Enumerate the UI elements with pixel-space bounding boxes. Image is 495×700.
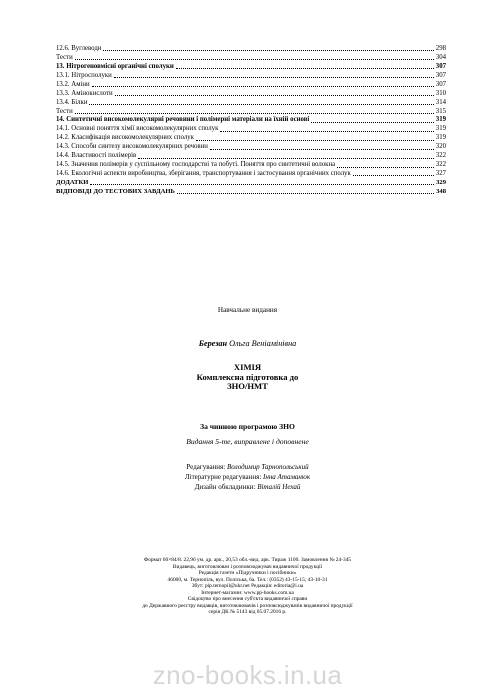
toc-entry-label: 14.2. Класифікація високомолекулярних сполук [56,134,194,142]
toc-entry-page: 348 [436,187,446,195]
table-of-contents [56,44,446,196]
toc-entry [56,98,446,107]
toc-entry-page: 314 [435,98,446,106]
credit-person: Інна Атаманюк [263,473,311,482]
toc-dot-leader [177,193,434,194]
toc-entry-page: 322 [435,161,446,169]
toc-entry-page: 322 [435,152,446,160]
toc-entry-page: 307 [435,80,446,88]
toc-entry-label: 12.6. Вуглеводи [56,44,102,52]
toc-entry [56,44,446,53]
toc-entry-label: 13.4. Білки [56,98,88,106]
credit-editor [0,462,495,472]
toc-entry-page: 307 [435,62,446,70]
imprint-line: Свідоцтво про внесення суб'єкта видавничої справи [187,596,308,602]
toc-dot-leader [220,131,433,132]
toc-entry [56,178,446,187]
toc-entry-page: 307 [435,71,446,79]
credit-cover-design [0,482,495,492]
toc-entry-label: 14.1. Основні поняття хімії високомолекулярних сполук [56,125,219,133]
imprint-line: 46000, м. Тернопіль, вул. Поліська, 6а. Тел.: (0352) 43-15-15; 43-10-31 [167,576,328,583]
toc-entry-page: 320 [435,143,446,151]
imprint [0,557,495,616]
imprint-line: Видавець, виготовлювач і розповсюджувач видавничої продукції [172,563,323,570]
title-line-1: ХІМІЯ [233,362,262,372]
credit-person: Володимир Тарнопольський [226,463,309,471]
toc-entry-label: 14.3. Способи синтезу високомолекулярних речовин [56,143,208,151]
toc-entry [56,124,446,133]
toc-dot-leader [90,184,434,185]
title-line-3: ЗНО/НМТ [227,381,268,392]
toc-dot-leader [115,95,434,96]
imprint-line: Редакція газети «Підручники і посібники» [198,570,297,576]
toc-entry-label: Тести [56,53,73,61]
toc-entry [56,107,446,116]
toc-entry [56,169,446,178]
credit-role: Редагування: [186,463,227,471]
title-line-2: Комплексна підготовка до [196,371,299,382]
toc-dot-leader [138,158,434,159]
toc-entry-page: 310 [435,89,446,97]
toc-entry-label: 14.6. Екологічні аспекти виробництва, зберігання, транспортування і застосування органічних сполук [56,170,351,178]
toc-entry [56,80,446,89]
watermark-text: zno-books.in.ua [152,660,343,690]
toc-entry-page: 298 [435,44,446,52]
credit-role: Літературне редагування: [184,473,264,482]
credit-person: Віталій Нехай [257,483,301,492]
credit-role: Дизайн обкладинки: [194,483,258,492]
toc-dot-leader [89,104,433,105]
author [0,339,495,348]
toc-entry-label: 14.5. Значення полімерів у суспільному господарстві та побуті. Поняття про синтетичні волокна [56,161,336,169]
toc-entry-page: 327 [435,170,446,178]
toc-entry-page: 319 [435,134,446,142]
toc-entry-label: ВІДПОВІДІ ДО ТЕСТОВИХ ЗАВДАНЬ [56,187,175,195]
toc-entry-page: 329 [436,179,446,186]
toc-entry-label: Тести [56,107,73,115]
toc-entry [56,71,446,80]
imprint-line: Збут: pip.ternopil@ukr.net Редакція: editoria@i.ua [191,583,304,589]
program-note: За чинною програмою ЗНО [200,422,295,431]
imprint-line: Інтернет-магазин: www.pp-books.com.ua [201,589,294,596]
toc-entry [56,53,446,62]
imprint-line: Формат 60×84/8. 22,96 ум. др. арк., 20,53 обл.-вид. арк. Тираж 1100. Замовлення № 24-345 [143,557,352,563]
toc-entry-page: 319 [435,125,446,133]
toc-entry [56,151,446,160]
toc-entry [56,89,446,98]
edition-note: Видання 5-те, виправлене і доповнене [186,437,309,446]
toc-entry-label: 13. Нітрогеновмісні органічні сполуки [56,62,174,70]
toc-entry [56,142,446,151]
toc-dot-leader [210,149,434,150]
toc-entry-label: 13.1. Нітросполуки [56,71,112,79]
toc-entry-label: ДОДАТКИ [56,179,89,186]
author-surname: Березан [198,339,228,348]
toc-entry-label: 14. Синтетичні високомолекулярні речовини і полімерні матеріали на їхній основі [56,116,310,124]
toc-entry-page: 304 [435,53,446,61]
toc-entry-page: 315 [435,107,446,115]
imprint-line: до Державного реєстру видавців, виготовлювачів і розповсюджувачів видавничої продукції [142,602,353,609]
toc-dot-leader [75,59,434,60]
author-name: Ольга Веніамінівна [229,339,297,348]
toc-dot-leader [353,175,434,176]
imprint-line: серія ДК № 5143 від 05.07.2016 р. [208,609,287,615]
toc-dot-leader [92,86,434,87]
toc-dot-leader [103,50,433,51]
toc-entry [56,116,446,125]
credits [0,462,495,493]
toc-dot-leader [75,113,434,114]
credit-literary-editor [0,472,495,482]
toc-entry [56,187,446,196]
toc-entry-label: 13.3. Амінокислоти [56,89,113,97]
toc-dot-leader [114,77,434,78]
toc-entry-label: 13.2. Аміни [56,80,90,88]
toc-dot-leader [337,167,434,168]
toc-entry-label: 14.4. Властивості полімерів [56,152,137,160]
toc-dot-leader [196,140,434,141]
toc-dot-leader [311,122,434,123]
toc-entry [56,160,446,169]
edition-type: Навчальне видання [217,306,278,314]
book-title [0,363,495,392]
toc-dot-leader [176,68,434,69]
toc-entry [56,133,446,142]
toc-entry-page: 319 [435,116,446,124]
toc-entry [56,62,446,71]
